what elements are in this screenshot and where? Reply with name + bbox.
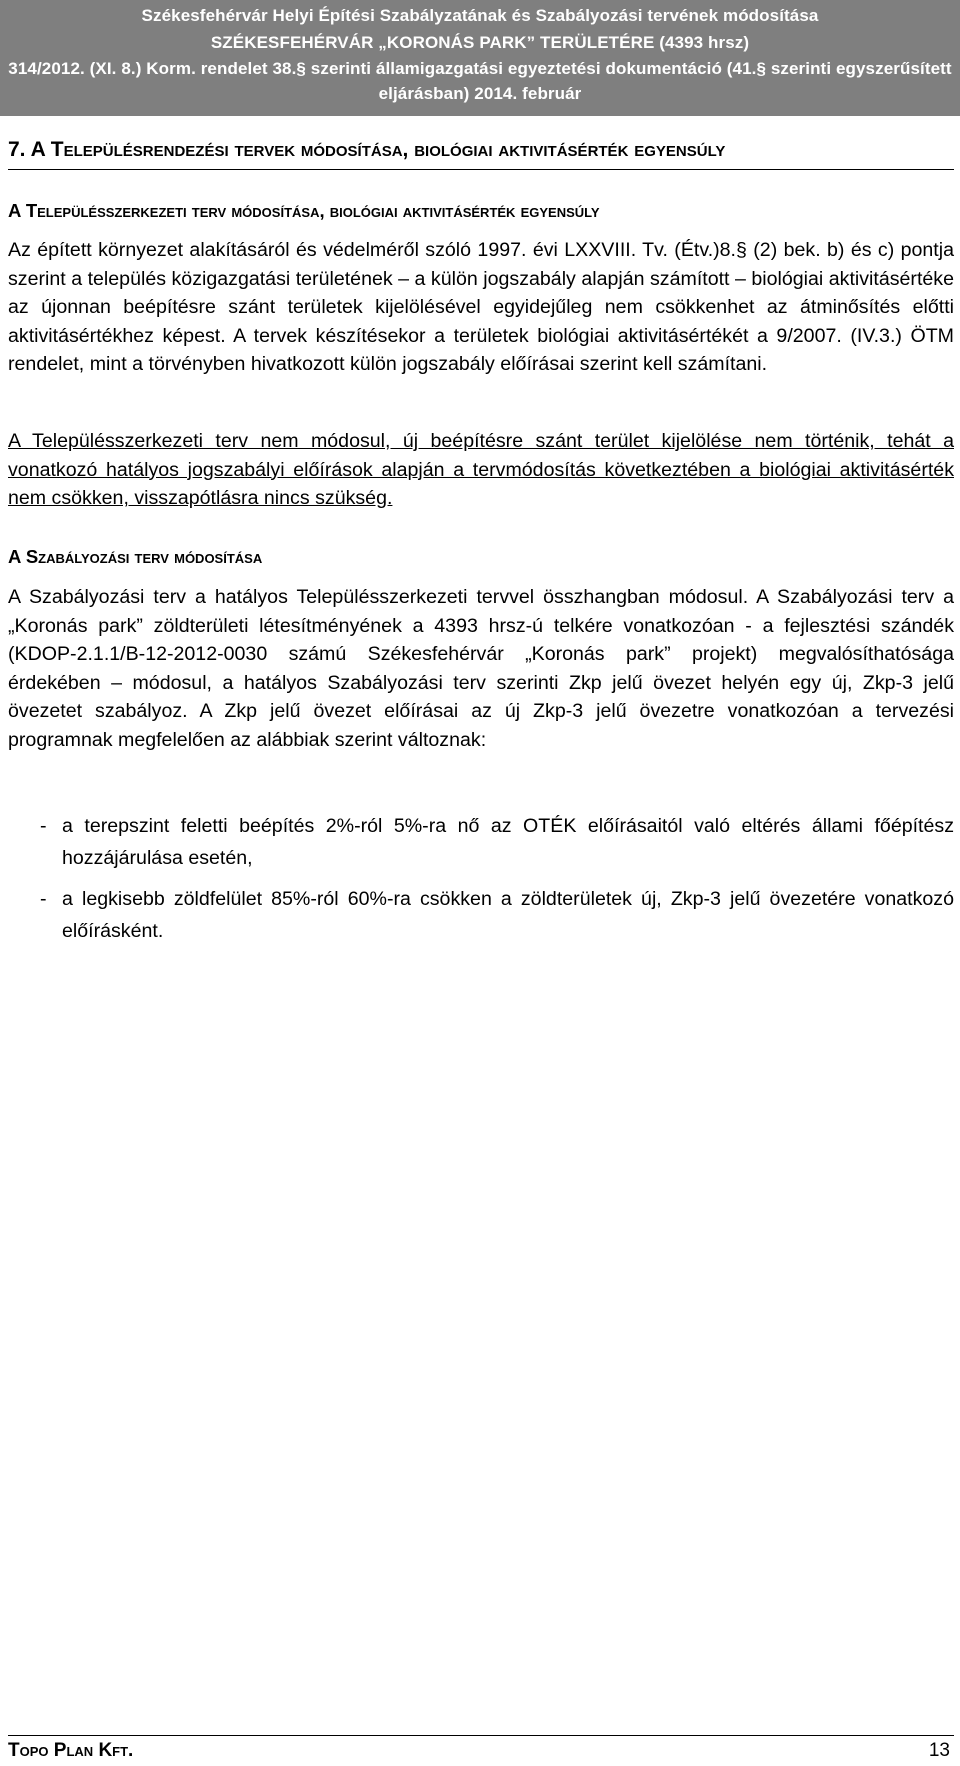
section-7-title: 7. A Településrendezési tervek módosítása, biológiai aktivitásérték egyensúly	[8, 138, 726, 161]
list-item	[40, 883, 954, 947]
list-item-text: a legkisebb zöldfelület 85%-ról 60%-ra csökken a zöldterületek új, Zkp-3 jelű övezetére vonatkozó előírásként.	[62, 888, 954, 942]
structure-plan-paragraph: Az épített környezet alakításáról és védelméről szóló 1997. évi LXXVIII. Tv. (Étv.)8.§ (2) bek. b) és c) pontja szerint a település közigazgatási területének – a külön jogszabály alapján számított – biológiai aktivitásértéke az újonnan beépítésre szánt területek kijelölésével egyidejűleg nem csökkenhet az átminősítés előtti aktivitásértékhez képest. A tervek készítésekor a területek biológiai aktivitásértékét a 9/2007. (IV.3.) ÖTM rendelet, mint a törvényben hivatkozott külön jogszabály előírásai szerint kell számítani.	[8, 239, 954, 376]
list-item	[40, 810, 954, 874]
footer-company-name: Topo Plan Kft.	[8, 1740, 134, 1761]
subsection-structure-plan-title: A Településszerkezeti terv módosítása, biológiai aktivitásérték egyensúly	[8, 200, 600, 221]
header-project-line: SZÉKESFEHÉRVÁR „KORONÁS PARK” TERÜLETÉRE (4393 hrsz)	[210, 33, 750, 52]
document-header	[0, 0, 960, 116]
regulation-plan-paragraph: A Szabályozási terv a hatályos Településszerkezeti tervvel összhangban módosul. A Szabályozási terv a „Koronás park” zöldterületi létesítményének a 4393 hrsz-ú telkére vonatkozóan - a fejlesztési szándék (KDOP-2.1.1/B-12-2012-0030 számú Székesfehérvár „Koronás park” projekt) megvalósíthatósága érdekében – módosul, a hatályos Szabályozási terv szerinti Zkp jelű övezet helyén egy új, Zkp-3 jelű övezetet szabályoz. A Zkp jelű övezet előírásai az új Zkp-3 jelű övezetre vonatkozóan a tervezési programnak megfelelően az alábbiak szerint változnak:	[8, 586, 954, 751]
page-number: 13	[928, 1740, 950, 1761]
bullet-dash: -	[40, 815, 47, 837]
footer-rule	[8, 1735, 954, 1736]
header-date-line: eljárásban) 2014. február	[378, 84, 582, 103]
structure-plan-conclusion-paragraph: A Településszerkezeti terv nem módosul, új beépítésre szánt terület kijelölése nem történik, tehát a vonatkozó hatályos jogszabályi előírások alapján a tervmódosítás következtében a biológiai aktivitásérték nem csökken, visszapótlásra nincs szükség.	[8, 430, 954, 510]
subsection-regulation-plan-title: A Szabályozási terv módosítása	[8, 546, 263, 567]
bullet-dash: -	[40, 888, 47, 910]
header-title-line: Székesfehérvár Helyi Építési Szabályzatának és Szabályozási tervének módosítása	[141, 6, 819, 25]
section-7-rule	[8, 169, 954, 170]
list-item-text: a terepszint feletti beépítés 2%-ról 5%-ra nő az OTÉK előírásaitól való eltérés állami főépítész hozzájárulása esetén,	[62, 815, 954, 869]
header-procedure-line: 314/2012. (XI. 8.) Korm. rendelet 38.§ szerinti államigazgatási egyeztetési dokumentáció (41.§ szerinti egyszerűsített	[8, 59, 952, 78]
